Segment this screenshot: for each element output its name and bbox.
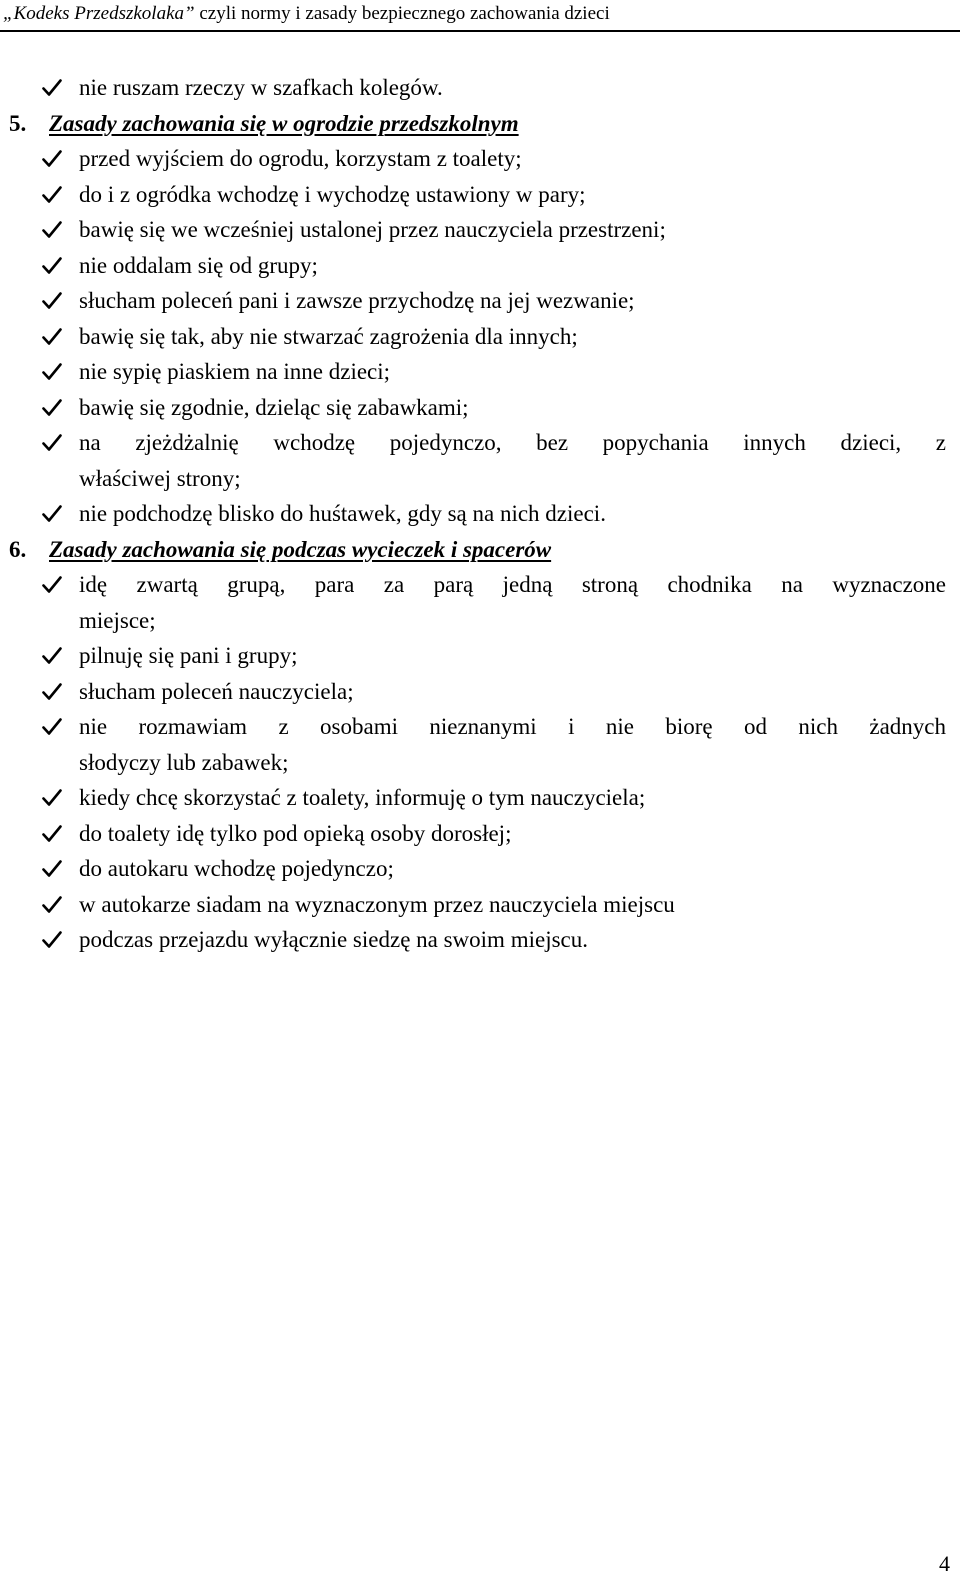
list-item	[0, 851, 960, 887]
checkmark-icon	[42, 887, 66, 923]
list-item	[0, 425, 960, 461]
list-item-text: miejsce;	[79, 607, 156, 633]
checkmark-icon	[42, 567, 66, 603]
list-item-text: idę zwartą grupą, para za parą jedną stroną chodnika na wyznaczone	[79, 572, 946, 597]
list-item	[0, 567, 960, 603]
checkmark-icon	[42, 674, 66, 710]
list-item	[0, 638, 960, 674]
checkmark-icon	[42, 390, 66, 426]
list-item-text: właściwej strony;	[79, 465, 241, 491]
checkmark-icon	[42, 70, 66, 106]
running-header	[3, 0, 610, 30]
list-item	[0, 816, 960, 852]
section-heading-5	[0, 106, 960, 142]
list-item-text: słucham poleceń nauczyciela;	[79, 678, 354, 704]
checkmark-icon	[42, 283, 66, 319]
list-item	[0, 922, 960, 958]
list-item-text: bawię się we wcześniej ustalonej przez nauczyciela przestrzeni;	[79, 217, 666, 242]
header-divider	[0, 30, 960, 32]
checkmark-icon	[42, 141, 66, 177]
section-number: 5.	[9, 110, 27, 136]
header-title: czyli normy i zasady bezpiecznego zachowania dzieci	[194, 3, 610, 24]
checkmark-icon	[42, 638, 66, 674]
list-item-text: na zjeżdżalnię wchodzę pojedynczo, bez popychania innych dzieci, z	[79, 430, 946, 455]
list-item-text: nie rozmawiam z osobami nieznanymi i nie biorę od nich żadnych	[79, 714, 946, 739]
list-item-text: do i z ogródka wchodzę i wychodzę ustawiony w pary;	[79, 181, 586, 207]
list-item-text: słodyczy lub zabawek;	[79, 749, 289, 775]
list-item	[0, 390, 960, 426]
list-item	[0, 283, 960, 319]
checkmark-icon	[42, 425, 66, 461]
section-title: Zasady zachowania się w ogrodzie przedszkolnym	[49, 110, 519, 136]
list-item-text: do toalety idę tylko pod opieką osoby dorosłej;	[79, 820, 512, 846]
list-item	[0, 319, 960, 355]
checkmark-icon	[42, 816, 66, 852]
checkmark-icon	[42, 319, 66, 355]
list-item-text: przed wyjściem do ogrodu, korzystam z toalety;	[79, 146, 522, 171]
checkmark-icon	[42, 709, 66, 745]
list-item-text: nie podchodzę blisko do huśtawek, gdy są na nich dzieci.	[79, 501, 606, 526]
list-item	[0, 248, 960, 284]
list-item-continuation	[0, 461, 960, 497]
section-title: Zasady zachowania się podczas wycieczek i spacerów	[49, 536, 552, 562]
checkmark-icon	[42, 354, 66, 390]
checkmark-icon	[42, 177, 66, 213]
list-item	[0, 674, 960, 710]
list-item-continuation	[0, 745, 960, 781]
list-item	[0, 709, 960, 745]
list-item-text: w autokarze siadam na wyznaczonym przez nauczyciela miejscu	[79, 891, 675, 917]
header-brand: „Kodeks Przedszkolaka”	[3, 3, 195, 24]
list-item-text: pilnuję się pani i grupy;	[79, 643, 298, 668]
checkmark-icon	[42, 496, 66, 532]
list-item-text: słucham poleceń pani i zawsze przychodzę na jej wezwanie;	[79, 288, 635, 313]
list-item	[0, 177, 960, 213]
list-item	[0, 354, 960, 390]
document-body	[0, 70, 960, 958]
list-item-text: do autokaru wchodzę pojedynczo;	[79, 856, 394, 881]
page-number: 4	[939, 1551, 950, 1576]
list-item-text: kiedy chcę skorzystać z toalety, informuję o tym nauczyciela;	[79, 785, 646, 810]
list-item-continuation	[0, 603, 960, 639]
list-item	[0, 70, 960, 106]
list-item-text: bawię się zgodnie, dzieląc się zabawkami;	[79, 394, 469, 420]
checkmark-icon	[42, 922, 66, 958]
list-item-text: nie sypię piaskiem na inne dzieci;	[79, 359, 391, 384]
checkmark-icon	[42, 851, 66, 887]
list-item-text: bawię się tak, aby nie stwarzać zagrożenia dla innych;	[79, 323, 578, 349]
section-number: 6.	[9, 536, 27, 562]
list-item-text: podczas przejazdu wyłącznie siedzę na swoim miejscu.	[79, 927, 588, 952]
list-item	[0, 141, 960, 177]
list-item	[0, 496, 960, 532]
list-item-text: nie ruszam rzeczy w szafkach kolegów.	[79, 75, 443, 100]
list-item	[0, 780, 960, 816]
list-item-text: nie oddalam się od grupy;	[79, 252, 318, 278]
section-heading-6	[0, 532, 960, 568]
checkmark-icon	[42, 780, 66, 816]
list-item	[0, 212, 960, 248]
checkmark-icon	[42, 248, 66, 284]
list-item	[0, 887, 960, 923]
checkmark-icon	[42, 212, 66, 248]
